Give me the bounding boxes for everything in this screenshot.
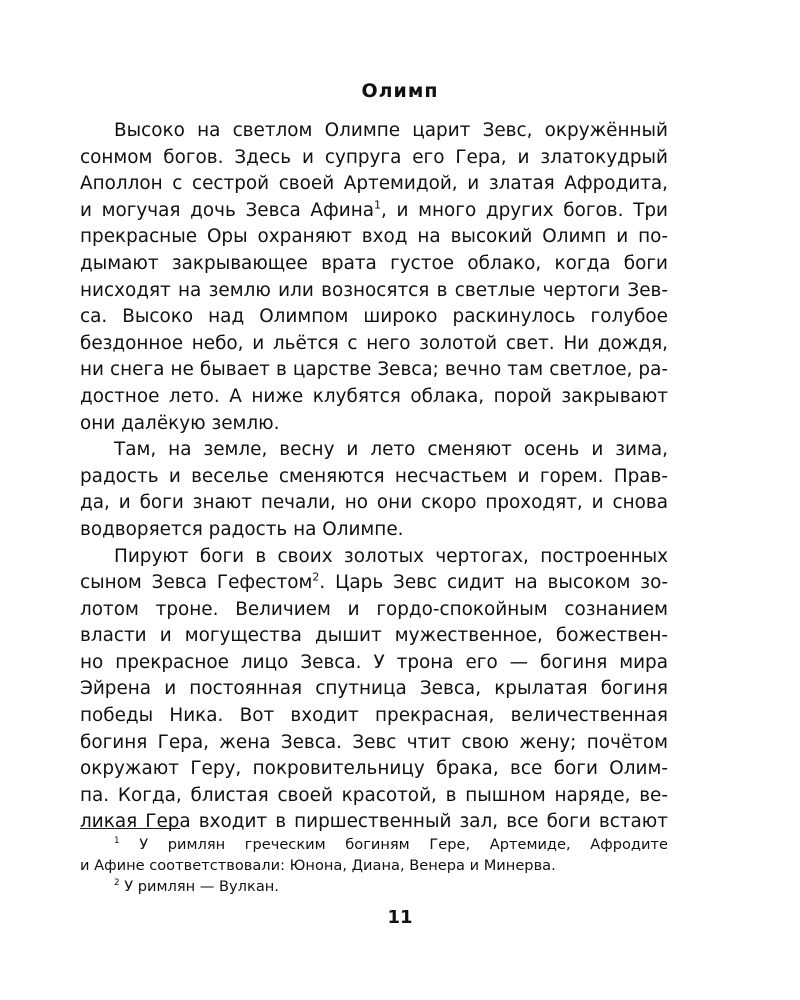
footnote-text: У римлян греческим богиням Гере, Артемиде, Афродите [139,836,668,853]
text-line [80,570,668,597]
text-fragment: и могучая дочь Зевса Афина [80,199,374,221]
text-fragment: , и много других богов. Три [381,199,668,221]
text-line: достное лето. А ниже клубятся облака, порой закрывают [80,385,668,407]
footnote-line: и Афине соответствовали: Юнона, Диана, Венера и Минерва. [80,857,556,874]
text-line: ликая Гера входит в пиршественный зал, все боги встают [80,811,668,833]
footnote-mark: 2 [114,877,120,888]
text-line: Пируют боги в своих золотых чертогах, построенных [114,545,668,567]
text-fragment: . Царь Зевс сидит на высоком зо- [319,572,668,594]
text-line: водворяется радость на Олимпе. [80,518,404,540]
text-line: Высоко на светлом Олимпе царит Зевс, окружённый [114,120,668,141]
text-line: Аполлон с сестрой своей Артемидой, и златая Афродита, [80,173,668,195]
body-text [80,118,668,836]
text-line: но прекрасное лицо Зевса. У трона его — богиня мира [80,651,668,673]
text-line: дымают закрывающее врата густое облако, когда боги [80,252,668,274]
text-line: победы Ника. Вот входит прекрасная, величественная [80,705,668,727]
page-number: 11 [387,907,413,928]
footnote-ref: 1 [374,198,382,212]
text-line: са. Высоко над Олимпом широко раскинулось голубое [80,306,668,328]
footnote-ref: 2 [312,570,320,584]
text-line: бездонное небо, и льётся с него золотой свет. Ни дождя, [80,332,668,354]
text-line: радость и веселье сменяются несчастьем и горем. Прав- [80,465,668,487]
text-line: они далёкую землю. [80,412,280,434]
text-line: власти и могущества дышит мужественное, божествен- [80,625,668,647]
text-line: лотом троне. Величием и гордо-спокойным сознанием [80,598,668,620]
text-line: окружают Геру, покровительницу брака, все боги Олим- [80,758,668,780]
footnote-text: У римлян — Вулкан. [124,878,279,895]
text-line: нисходят на землю или возносятся в светлые чертоги Зев- [80,279,668,301]
text-fragment: сыном Зевса Гефестом [80,572,313,594]
text-line: па. Когда, блистая своей красотой, в пышном наряде, ве- [80,784,668,806]
text-line: прекрасные Оры охраняют вход на высокий Олимп и по- [80,226,668,248]
text-line: да, и боги знают печали, но они скоро проходят, и снова [80,492,668,514]
chapter-title: Олимп [361,80,439,102]
text-line: богиня Гера, жена Зевса. Зевс чтит свою жену; почётом [80,731,668,753]
text-line: ни снега не бывает в царстве Зевса; вечно там светлое, ра- [80,359,668,381]
footnote-mark: 1 [114,835,120,846]
footnote-divider [80,828,180,829]
footnote-line [80,834,668,855]
text-line: сонмом богов. Здесь и супруга его Гера, и златокудрый [80,146,668,168]
text-line [80,198,668,225]
footnote-line [80,876,668,897]
footnotes [80,834,668,897]
text-line: Там, на земле, весну и лето сменяют осень и зима, [114,439,668,461]
text-line: Эйрена и постоянная спутница Зевса, крылатая богиня [80,678,668,700]
